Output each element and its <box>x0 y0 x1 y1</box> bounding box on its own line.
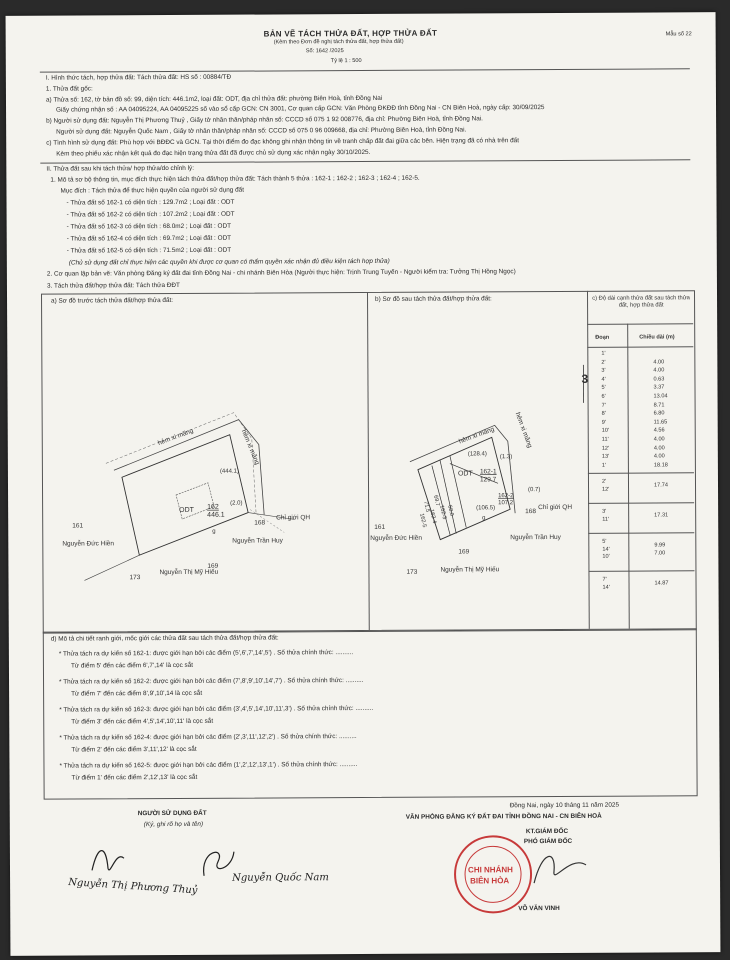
neighbor-173: 173 <box>129 574 141 582</box>
document-page <box>6 12 721 956</box>
parcel-number: 162 <box>207 503 219 511</box>
table-cell-segment: 5' 14' 10' <box>602 539 610 560</box>
boundary-description: * Thửa tách ra dự kiến số 162-2: được giới hạn bởi các điểm (7',8',9',10',14',7') . Số thửa chính thức: .......... <box>59 677 364 686</box>
parcel-162-4: 162-4 <box>428 508 438 525</box>
parcel-label-162-1: ODT <box>457 470 473 478</box>
table-cell-length: 11.65 <box>653 419 668 426</box>
sketch-b-title: b) Sơ đồ sau tách thửa đất/hợp thửa đất: <box>375 295 492 303</box>
part2-note: (Chủ sử dụng đất chỉ thực hiện các quyền khi được cơ quan có thẩm quyền xác nhận đủ điều kiện tách hợp thửa) <box>68 257 390 267</box>
owner-169: Nguyễn Thị Mỹ Hiếu <box>159 568 219 577</box>
table-cell-length: 18.18 <box>653 462 668 469</box>
sketch-before <box>43 314 367 630</box>
use-code: g <box>212 528 216 535</box>
offset-value: (2.0) <box>230 500 243 507</box>
parcel-162-2: 162-2 <box>498 493 514 500</box>
table-cell-length: 17.74 <box>653 482 669 489</box>
table-cell-segment: 10' <box>601 428 610 435</box>
table-cell-segment: 11' <box>601 436 609 443</box>
table-cell-segment: 3' 11' <box>602 509 610 523</box>
sketch-a-title: a) Sơ đồ trước tách thửa đất/hợp thửa đất: <box>51 296 174 305</box>
signature-2: Nguyễn Quốc Nam <box>232 872 329 884</box>
table-cell-length: 9.99 7.00 <box>654 542 666 557</box>
kt-title: KT.GIÁM ĐỐC <box>525 827 569 836</box>
document-number: Số: 1642 /2025 <box>305 48 344 55</box>
part2-item1: 1. Mô tả sơ bộ thông tin, mục đích thực hiện tách thửa đất/hợp thửa đất: Tách thành 5 thửa : 162-1 ; 162-2 ; 162-3 ; 162-4 ; 162-5. <box>50 174 420 184</box>
boundary-description: * Thửa tách ra dự kiến số 162-1: được giới hạn bởi các điểm (5',6',7',14',5') . Số thửa chính thức: .......... <box>58 649 354 658</box>
road-label-h: hẻm xi măng <box>458 425 496 446</box>
neighbor-169: 169 <box>458 548 470 556</box>
owner-161: Nguyễn Đức Hiền <box>370 534 422 542</box>
marker-description: Từ điểm 3' đến các điểm 4',5',14',10',11' là cọc sắt <box>71 717 214 726</box>
divider <box>40 159 690 163</box>
part1-a2: Giấy chứng nhận số : AA 04095224, AA 04095225 số vào sổ cấp GCN: CN 3001, Cơ quan cấp GCN: Văn Phòng ĐKĐĐ tỉnh Đồng Nai - CN Biên Hoà, ngày cấp: 30/09/2025 <box>56 104 545 114</box>
area-162-3: 68.0 <box>446 504 455 517</box>
part2-item3: 3. Tách thửa đất/hợp thửa đất: Tách thửa ĐĐT <box>46 281 180 290</box>
table-header-segment: Đoạn <box>595 334 610 341</box>
table-cell-segment: 9' <box>601 419 606 426</box>
table-cell-length: 6.80 <box>653 410 665 417</box>
signer-left-sub: (Ký, ghi rõ họ và tên) <box>143 820 204 829</box>
signature-1: Nguyễn Thị Phương Thuỷ <box>67 877 198 897</box>
table-header-length: Chiều dài (m) <box>639 334 675 341</box>
area-road: (444.1) <box>219 468 239 475</box>
parcel-line: - Thửa đất số 162-5 có diện tích : 71.5m2 ; Loại đất : ODT <box>66 246 232 255</box>
table-cell-length: 4.00 <box>653 453 665 460</box>
road-label-v: hẻm xi măng <box>513 411 534 449</box>
table-cell-segment: 8' <box>601 410 606 417</box>
neighbor-168: 168 <box>254 519 266 527</box>
area-162-2: 107.2 <box>498 500 514 507</box>
table-cell-length: 4.00 <box>653 367 665 374</box>
part1-c2: Kèm theo phiếu xác nhận kết quả đo đạc hiện trạng thửa đất đã được chủ sử dụng xác nhận ngày 30/10/2025. <box>56 148 371 158</box>
table-cell-length: 0.63 <box>653 376 665 383</box>
neighbor-161: 161 <box>72 522 84 530</box>
stamp-text-2: BIÊN HÒA <box>470 876 510 886</box>
neighbor-168: 168 <box>525 508 537 516</box>
road-label-h: hẻm xi măng <box>157 427 195 447</box>
area-old-162-2: (106.5) <box>476 505 496 512</box>
parcel-line: - Thửa đất số 162-3 có diện tích : 68.0m2 ; Loại đất : ODT <box>66 222 232 231</box>
table-cell-segment: 7' 14' <box>602 577 610 591</box>
official-signature <box>530 845 590 893</box>
owner-161: Nguyễn Đức Hiền <box>62 540 115 548</box>
area-162-5: 71.5 <box>422 500 431 513</box>
table-cell-length: 4.00 <box>653 445 665 452</box>
parcel-area: 446.1 <box>207 511 225 519</box>
table-cell-length: 17.31 <box>654 512 669 519</box>
table-cell-segment: 2' <box>601 359 606 366</box>
neighbor-161: 161 <box>374 523 386 531</box>
planning-line-label: Chỉ giới QH <box>276 514 311 522</box>
owner-169: Nguyễn Thị Mỹ Hiếu <box>440 566 500 574</box>
document-title: BẢN VẼ TÁCH THỬA ĐẤT, HỢP THỬA ĐẤT <box>263 28 438 39</box>
parcel-label: ODT <box>179 506 194 514</box>
parcel-line: - Thửa đất số 162-1 có diện tích : 129.7m2 ; Loại đất : ODT <box>66 198 235 207</box>
boundary-description: * Thửa tách ra dự kiến số 162-4: được giới hạn bởi các điểm (2',3',11',12',2') . Số thửa chính thức: .......... <box>59 733 357 742</box>
part1-b2: Người sử dụng đất: Nguyễn Quốc Nam , Giấy tờ nhân thân/pháp nhân số: CCCD số 075 0 96 009668, địa chỉ: Phường Biên Hoà, tỉnh Đồng Nai. <box>56 126 467 136</box>
table-cell-length: 8.71 <box>653 402 665 409</box>
parcel-162-5: 162-5 <box>418 512 428 529</box>
parcel-162-1: 162-1 <box>479 468 497 476</box>
part1-a: a) Thửa số: 162, tờ bản đồ số: 99, diện tích: 446.1m2, loại đất: ODT, địa chỉ thửa đất: phường Biên Hoà, tỉnh Đồng Nai <box>45 94 383 104</box>
boundary-description: * Thửa tách ra dự kiến số 162-5: được giới hạn bởi các điểm (1',2',12',13',1') . Số thửa chính thức: .......... <box>59 761 358 770</box>
part2-item2: 2. Cơ quan lập bản vẽ: Văn phòng Đăng ký đất đai tỉnh Đồng Nai - chi nhánh Biên Hòa (Người thực hiện: Trịnh Trung Tuyến - Người kiểm tra: Tưởng Thị Hồng Ngọc) <box>46 268 516 278</box>
office-name: VĂN PHÒNG ĐĂNG KÝ ĐẤT ĐAI TỈNH ĐỒNG NAI - CN BIÊN HOÀ <box>405 812 602 821</box>
page-marker: 3 <box>581 371 589 386</box>
table-cell-segment: 5' <box>601 385 606 392</box>
parcel-162-3: 162-3 <box>438 504 448 521</box>
table-cell-segment: 12' <box>601 445 610 452</box>
signature-mark-2 <box>196 840 238 882</box>
part1-b: b) Người sử dụng đất: Nguyễn Thị Phương Thuỷ , Giấy tờ nhân thân/pháp nhân số: CCCD số 075 1 92 008776, địa chỉ: Phường Biên Hoà, tỉnh Đồng Nai. <box>46 115 483 125</box>
area-old-162-1: (128.4) <box>467 451 487 458</box>
neighbor-169: 169 <box>207 562 219 570</box>
stamp-text-1: CHI NHÁNH <box>467 865 513 875</box>
table-cell-segment: 6' <box>601 393 606 400</box>
table-cell-length: 4.56 <box>653 427 665 434</box>
marker-description: Từ điểm 5' đến các điểm 6',7',14' là cọc sắt <box>70 661 194 670</box>
parcel-line: - Thửa đất số 162-2 có diện tích : 107.2m2 ; Loại đất : ODT <box>66 210 235 219</box>
sign-date: Đồng Nai, ngày 10 tháng 11 năm 2025 <box>509 801 620 810</box>
sketch-after <box>369 313 587 628</box>
table-cell-segment: 4' <box>601 376 606 383</box>
parcel-162-boundary <box>122 435 249 556</box>
use-code: g <box>482 515 486 522</box>
table-cell-segment: 1' <box>601 350 606 357</box>
planning-line-label: Chỉ giới QH <box>538 503 573 512</box>
part1-sub1: 1. Thửa đất gốc: <box>45 85 93 93</box>
table-cell-length: 14.87 <box>654 580 669 587</box>
boundary-description: * Thửa tách ra dự kiến số 162-3: được giới hạn bởi các điểm (3',4',5',14',10',11',3') . Số thửa chính thức: .......... <box>59 704 374 714</box>
area-162-4: 69.7 <box>432 494 441 507</box>
table-cell-segment: 3' <box>601 367 606 374</box>
part1-heading: I. Hình thức tách, hợp thửa đất: Tách thửa đất: HS số : 00884/TĐ <box>45 73 232 82</box>
table-cell-length: 13.04 <box>653 393 668 400</box>
split-line <box>440 460 456 534</box>
marker-description: Từ điểm 1' đến các điểm 2',12',13' là cọc sắt <box>71 773 198 782</box>
road-label-v: hẻm xi măng <box>239 428 261 466</box>
offset-162-1: (1.3) <box>499 454 513 461</box>
table-cell-segment: 13' <box>601 453 610 460</box>
owner-168: Nguyễn Trần Huy <box>232 537 283 545</box>
signature-mark-1 <box>88 840 128 880</box>
sketch-c-title: c) Độ dài cạnh thửa đất sau tách thửa đất, hợp thửa đất <box>592 295 690 309</box>
table-cell-segment: 2' 12' <box>601 479 610 493</box>
part-d-heading: d) Mô tả chi tiết ranh giới, mốc giới các thửa đất sau tách thửa đất/hợp thửa đất: <box>50 634 279 643</box>
signer-left-title: NGƯỜI SỬ DỤNG ĐẤT <box>137 809 207 818</box>
official-signer-name: VÕ VĂN VINH <box>518 904 560 913</box>
part2-purpose: Mục đích : Tách thửa để thực hiện quyền của người sử dụng đất <box>60 186 245 195</box>
neighbor-173: 173 <box>406 568 418 576</box>
owner-168: Nguyễn Trần Huy <box>510 533 561 542</box>
document-subtitle: (Kèm theo Đơn đề nghị tách thửa đất, hợp thửa đất) <box>273 38 404 46</box>
table-cell-length: 4.00 <box>653 436 665 443</box>
table-cell-length: 3.37 <box>653 384 665 391</box>
part2-heading: II. Thửa đất sau khi tách thửa/ hợp thửa/do chỉnh lý: <box>46 164 195 173</box>
form-number: Mẫu số 22 <box>665 31 692 38</box>
table-cell-length: 4.00 <box>653 359 665 366</box>
marker-description: Từ điểm 7' đến các điểm 8',9',10',14 là cọc sắt <box>71 689 203 698</box>
divider <box>40 68 690 72</box>
marker-description: Từ điểm 2' đến các điểm 3',11',12' là cọc sắt <box>71 745 197 754</box>
part1-c: c) Tình hình sử dụng đất: Phù hợp với BĐĐC và GCN. Tại thời điểm đo đạc không ghi nhận thông tin về tranh chấp đất đai giữa các bên. Hiện trạng đã có nhà trên đất <box>46 137 520 147</box>
table-cell-segment: 1' <box>601 462 607 469</box>
table-cell-segment: 7' <box>601 402 606 409</box>
deputy-title: PHÓ GIÁM ĐỐC <box>523 837 573 846</box>
area-162-1: 129.7 <box>479 476 497 484</box>
map-scale: Tỷ lệ 1 : 500 <box>330 58 362 65</box>
offset-162-2: (0.7) <box>528 487 541 494</box>
parcel-line: - Thửa đất số 162-4 có diện tích : 69.7m2 ; Loại đất : ODT <box>66 234 232 243</box>
